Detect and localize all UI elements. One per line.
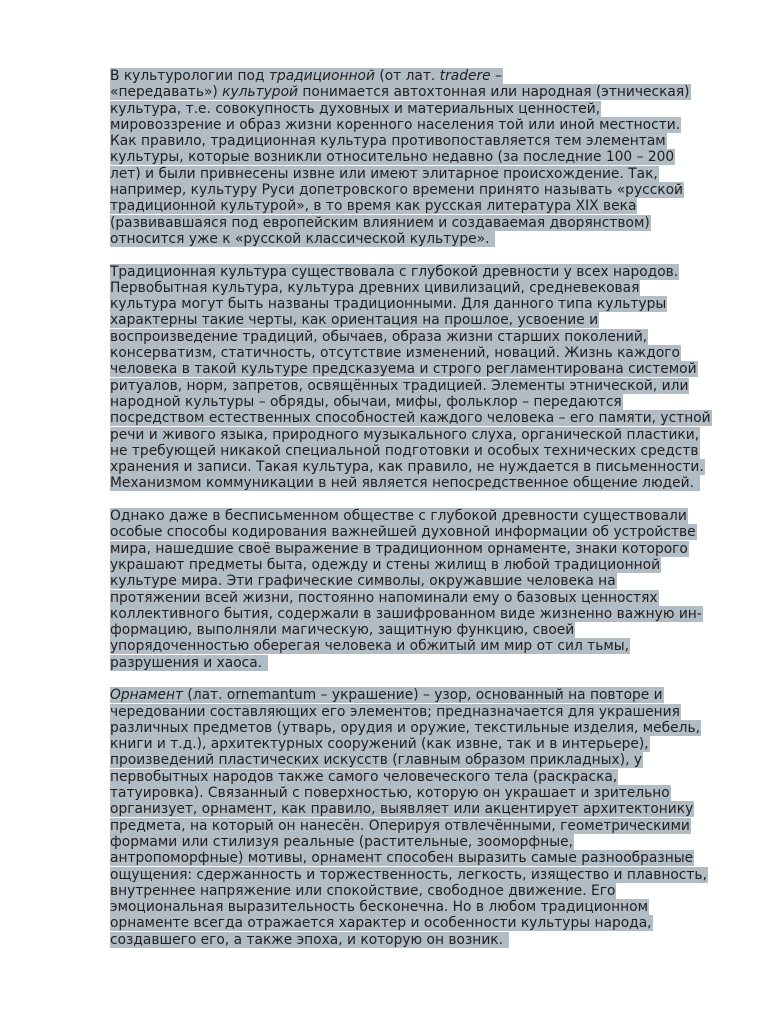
selection-highlight[interactable] [110, 687, 664, 703]
text-line [110, 280, 715, 296]
paragraph-gap [110, 492, 715, 508]
selection-highlight[interactable] [110, 296, 667, 312]
text-run: Традиционная культура существовала с глубокой древности у всех народов. [110, 263, 679, 280]
text-line [110, 427, 715, 443]
text-line [110, 117, 715, 133]
selection-highlight[interactable] [110, 606, 703, 622]
text-line [110, 687, 715, 703]
text-run: (от лат. [374, 68, 440, 84]
text-run: культуры, которые возникли относительно недавно (за последние 100 – 200 [110, 149, 675, 166]
text-run: создавшего его, а также эпоха, и которую он возник. [110, 931, 504, 948]
text-line [110, 101, 715, 117]
selection-highlight[interactable] [110, 280, 640, 296]
text-run: татуировка). Связанный с поверхностью, которую он украшает и зрительно [110, 785, 670, 802]
text-run: ритуалов, норм, запретов, освящённых традицией. Элементы этнической, или [110, 377, 689, 394]
selection-highlight[interactable] [110, 508, 688, 524]
text-line [110, 329, 715, 345]
selection-highlight[interactable] [110, 704, 681, 720]
selection-highlight[interactable] [110, 638, 630, 654]
selection-highlight[interactable] [110, 590, 659, 606]
selection-highlight[interactable] [110, 475, 700, 491]
text-line [110, 215, 715, 231]
selection-highlight[interactable] [110, 117, 681, 133]
text-line [110, 638, 715, 654]
selection-highlight[interactable] [110, 524, 697, 540]
text-line [110, 736, 715, 752]
selection-highlight[interactable] [110, 149, 675, 165]
text-run: не требующей никакой специальной подготовки и особых технических средств [110, 442, 699, 459]
text-run: формами или стилизуя реальные (растительные, зооморфные, [110, 833, 573, 850]
text-run: различных предметов (утварь, орудия и оружие, текстильные изделия, мебель, [110, 719, 701, 736]
text-line [110, 557, 715, 573]
paragraph-gap [110, 247, 715, 263]
selection-highlight[interactable] [110, 231, 495, 247]
text-line [110, 801, 715, 817]
italic-term: Орнамент [110, 687, 184, 704]
text-run: украшают предметы быта, одежду и стены жилищ в любой традиционной [110, 556, 661, 573]
text-line [110, 345, 715, 361]
text-line [110, 296, 715, 312]
selection-highlight[interactable] [110, 166, 659, 182]
text-run: ощущения: сдержанность и торжественность, легкость, изящество и плавность, [110, 866, 707, 883]
selection-highlight[interactable] [110, 769, 618, 785]
text-run: речи и живого языка, природного музыкального слуха, органической пластики, [110, 426, 700, 443]
selection-highlight[interactable] [110, 752, 643, 768]
text-line [110, 84, 715, 100]
text-line [110, 818, 715, 834]
selection-highlight[interactable] [110, 264, 679, 280]
text-run: культура могут быть названы традиционными. Для данного типа культуры [110, 296, 667, 313]
selection-highlight[interactable] [110, 834, 574, 850]
text-line [110, 361, 715, 377]
text-line [110, 394, 715, 410]
text-run: предмета, на который он нанесён. Оперируя отвлечёнными, геометрическими [110, 817, 690, 834]
text-line [110, 475, 715, 491]
text-run: Однако даже в бесписьменном обществе с глубокой древности существовали [110, 508, 687, 525]
document-body [110, 68, 715, 948]
selection-highlight[interactable] [110, 899, 649, 915]
selection-highlight[interactable] [110, 443, 700, 459]
paragraph-2 [110, 264, 715, 492]
text-line [110, 312, 715, 328]
paragraph-1 [110, 68, 715, 247]
text-run: лет) и были привнесены извне или имеют элитарное происхождение. Так, [110, 165, 658, 182]
selection-highlight[interactable] [110, 378, 689, 394]
text-line [110, 834, 715, 850]
text-run: книги и т.д.), архитектурных сооружений (как извне, так и в интерьере), [110, 736, 649, 753]
text-run: человека в такой культуре предсказуема и строго регламентирована системой [110, 361, 697, 378]
selection-highlight[interactable] [110, 101, 601, 117]
text-line [110, 932, 715, 948]
selection-highlight[interactable] [110, 557, 661, 573]
text-run: Как правило, традиционная культура противопоставляется тем элементам [110, 133, 666, 150]
text-run: культуре мира. Эти графические символы, окружавшие человека на [110, 573, 616, 590]
italic-term: культурой [222, 84, 298, 101]
paragraph-4 [110, 687, 715, 948]
text-line [110, 720, 715, 736]
selection-highlight[interactable] [110, 573, 617, 589]
selection-highlight[interactable] [110, 345, 681, 361]
text-line [110, 573, 715, 589]
selection-highlight[interactable] [110, 361, 698, 377]
text-line [110, 883, 715, 899]
text-run: посредством естественных способностей каждого человека – его памяти, устной [110, 410, 711, 427]
text-line [110, 769, 715, 785]
text-run: например, культуру Руси допетровского времени принято называть «русской [110, 182, 684, 199]
text-line [110, 655, 715, 671]
paragraph-3 [110, 508, 715, 671]
text-line [110, 231, 715, 247]
selection-highlight[interactable] [110, 312, 599, 328]
text-line [110, 133, 715, 149]
selection-highlight[interactable] [110, 915, 653, 931]
text-line [110, 541, 715, 557]
text-run: относится уже к «русской классической культуре». [110, 230, 490, 247]
text-run: (лат. ornemantum – украшение) – узор, основанный на повторе и [183, 687, 663, 704]
text-line [110, 752, 715, 768]
text-run: мировоззрение и образ жизни коренного населения той или иной местности. [110, 116, 681, 133]
selection-highlight[interactable] [110, 541, 689, 557]
selection-highlight[interactable] [110, 720, 701, 736]
text-run: упорядоченностью оберегая человека и обжитый им мир от сил тьмы, [110, 638, 630, 655]
text-line [110, 899, 715, 915]
text-line [110, 622, 715, 638]
text-run: эмоциональная выразительность бесконечна. Но в любом традиционном [110, 899, 649, 916]
text-run: «передавать») [110, 84, 223, 101]
text-run: консерватизм, статичность, отсутствие изменений, новаций. Жизнь каждого [110, 345, 680, 362]
selection-highlight[interactable] [110, 867, 708, 883]
selection-highlight[interactable] [110, 84, 691, 100]
text-run: хранения и записи. Такая культура, как правило, не нуждается в письменности. [110, 459, 704, 476]
selection-highlight[interactable] [110, 736, 650, 752]
text-run: воспроизведение традиций, обычаев, образа жизни старших поколений, [110, 328, 648, 345]
text-line [110, 915, 715, 931]
text-run: организует, орнамент, как правило, выявляет или акцентирует архитектонику [110, 801, 694, 818]
selection-highlight[interactable] [110, 932, 509, 948]
text-line [110, 850, 715, 866]
text-line [110, 410, 715, 426]
text-line [110, 443, 715, 459]
selection-highlight[interactable] [110, 655, 268, 671]
text-run: традиционной культурой», в то время как русская литература XIX века [110, 198, 637, 215]
selection-highlight[interactable] [110, 459, 705, 475]
text-line [110, 704, 715, 720]
selection-highlight[interactable] [110, 622, 575, 638]
text-run: формацию, выполняли магическую, защитную функцию, своей [110, 622, 575, 639]
text-run: (развивавшаяся под европейским влиянием и создаваемая дворянством) [110, 214, 650, 231]
selection-highlight[interactable] [110, 785, 671, 801]
selection-highlight[interactable] [110, 818, 691, 834]
text-run: В культурологии под [110, 68, 269, 84]
selection-highlight[interactable] [110, 410, 712, 426]
paragraph-gap [110, 671, 715, 687]
selection-highlight[interactable] [110, 215, 651, 231]
selection-highlight[interactable] [110, 850, 694, 866]
text-run: произведений пластических искусств (главным образом прикладных), у [110, 752, 643, 769]
text-run: коллективного бытия, содержали в зашифрованном виде жизненно важную ин- [110, 605, 702, 622]
text-run: внутреннее напряжение или спокойствие, свободное движение. Его [110, 882, 616, 899]
text-run: первобытных народов также самого человеческого тела (раскраска, [110, 768, 618, 785]
text-run: протяжении всей жизни, постоянно напоминали ему о базовых ценностях [110, 589, 658, 606]
text-run: чередовании составляющих его элементов; предназначается для украшения [110, 703, 680, 720]
selection-highlight[interactable] [110, 133, 667, 149]
text-run: особые способы кодирования важнейшей духовной информации об устройстве [110, 524, 696, 541]
text-line [110, 606, 715, 622]
selection-highlight[interactable] [110, 427, 700, 443]
selection-highlight[interactable] [110, 394, 623, 410]
text-line [110, 785, 715, 801]
text-run: народной культуры – обряды, обычаи, мифы, фольклор – передаются [110, 393, 622, 410]
selection-highlight[interactable] [110, 801, 694, 817]
text-line [110, 590, 715, 606]
selection-highlight[interactable] [110, 329, 648, 345]
text-line [110, 198, 715, 214]
text-line [110, 378, 715, 394]
text-run: понимается автохтонная или народная (этническая) [297, 84, 690, 101]
selection-highlight[interactable] [110, 198, 637, 214]
text-run: – [490, 68, 502, 84]
text-run: орнаменте всегда отражается характер и особенности культуры народа, [110, 915, 652, 932]
text-line [110, 459, 715, 475]
italic-term: традиционной [268, 68, 375, 84]
text-run: характерны такие черты, как ориентация на прошлое, усвоение и [110, 312, 599, 329]
selection-highlight[interactable] [110, 883, 616, 899]
text-run: культура, т.е. совокупность духовных и материальных ценностей, [110, 100, 601, 117]
text-line [110, 524, 715, 540]
text-run: Первобытная культура, культура древних цивилизаций, средневековая [110, 279, 640, 296]
text-line [110, 149, 715, 165]
text-run: Механизмом коммуникации в ней является непосредственное общение людей. [110, 475, 694, 492]
text-line [110, 264, 715, 280]
text-line [110, 182, 715, 198]
text-line [110, 867, 715, 883]
selection-highlight[interactable] [110, 68, 503, 84]
italic-term: tradere [439, 68, 491, 84]
text-run: мира, нашедшие своё выражение в традиционном орнаменте, знаки которого [110, 540, 688, 557]
text-line [110, 508, 715, 524]
text-run: антропоморфные) мотивы, орнамент способен выразить самые разнообразные [110, 850, 694, 867]
selection-highlight[interactable] [110, 182, 684, 198]
text-run: разрушения и хаоса. [110, 654, 263, 671]
text-line [110, 68, 715, 84]
text-line [110, 166, 715, 182]
